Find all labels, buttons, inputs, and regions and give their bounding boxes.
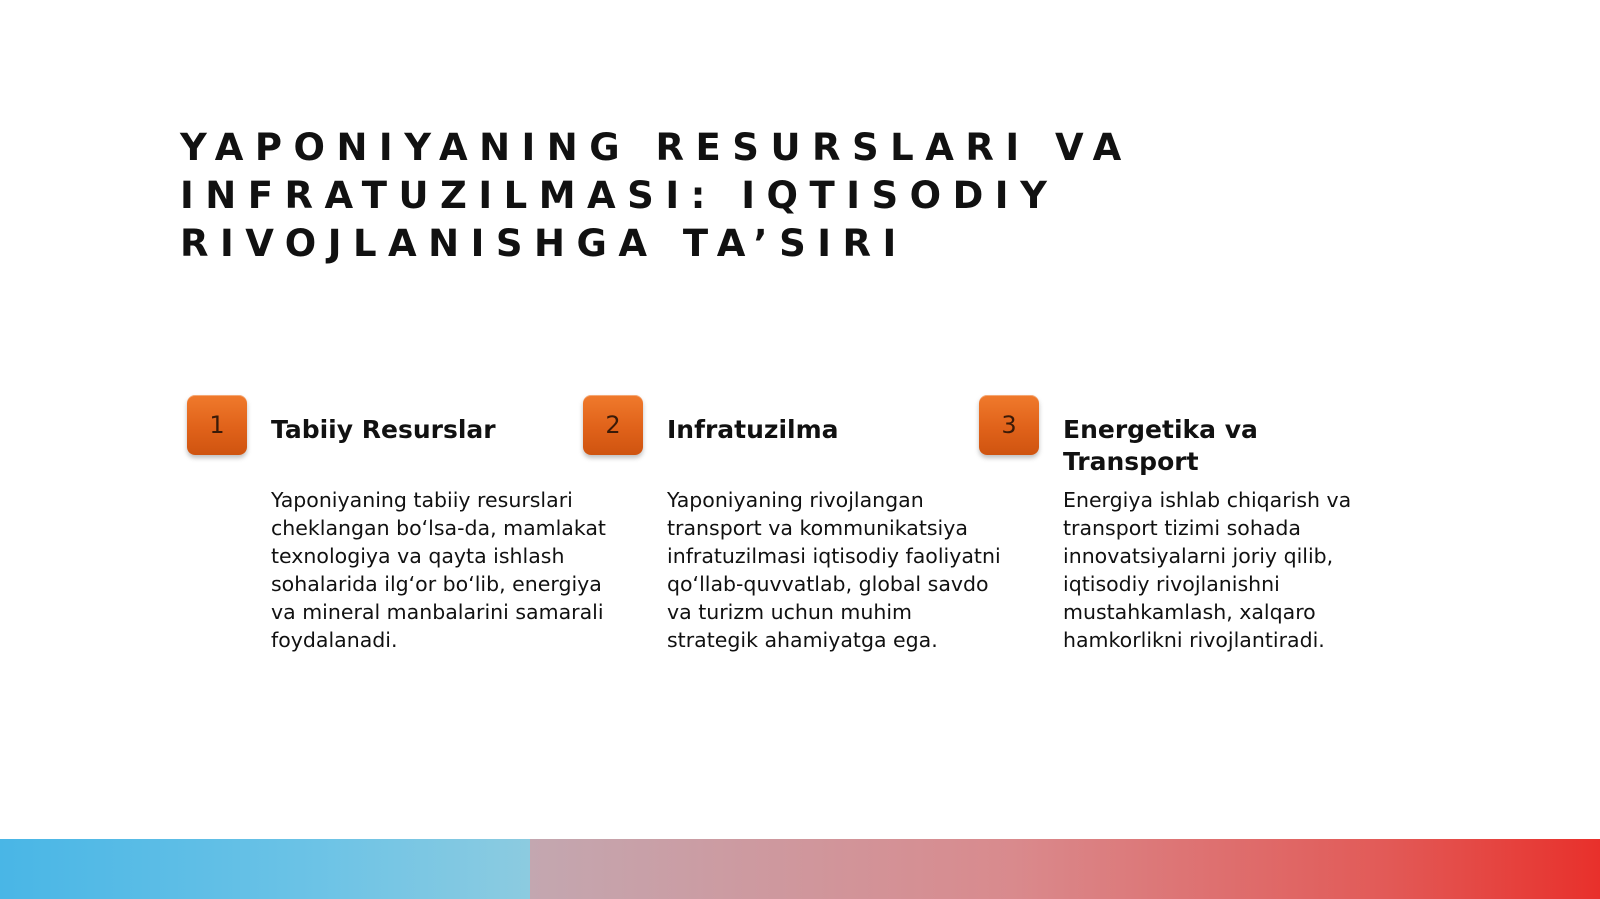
number-badge: 2: [583, 395, 643, 455]
card-heading: Tabiiy Resurslar: [271, 415, 496, 444]
number-badge: 3: [979, 395, 1039, 455]
card-description: Yaponiyaning rivojlangan transport va kommunikatsiya infratuzilmasi iqtisodiy faoliyatni qo‘llab-quvvatlab, global savdo va turizm uchun muhim strategik ahamiyatga ega.: [667, 488, 1001, 652]
decorative-gradient-bar: [0, 839, 1600, 899]
slide-title: YAPONIYANING RESURSLARI VA INFRATUZILMASI: IQTISODIY RIVOJLANISHGA TA’SIRI: [180, 126, 1133, 265]
number-badge: 1: [187, 395, 247, 455]
feature-card-natural-resources: [187, 395, 606, 715]
gradient-bar-red-segment: [530, 839, 1600, 899]
feature-card-infrastructure: [583, 395, 1001, 715]
card-heading: Energetika va Transport: [1063, 415, 1258, 476]
card-description: Energiya ishlab chiqarish va transport tizimi sohada innovatsiyalarni joriy qilib, iqtisodiy rivojlanishni mustahkamlash, xalqaro hamkorlikni rivojlantiradi.: [1063, 488, 1352, 652]
card-description: Yaponiyaning tabiiy resurslari cheklangan bo‘lsa-da, mamlakat texnologiya va qayta ishlash sohalarida ilg‘or bo‘lib, energiya va mineral manbalarini samarali foydalanadi.: [271, 488, 606, 652]
feature-card-energy-transport: [979, 395, 1369, 715]
card-heading: Infratuzilma: [667, 415, 839, 444]
gradient-bar-blue-segment: [0, 839, 530, 899]
